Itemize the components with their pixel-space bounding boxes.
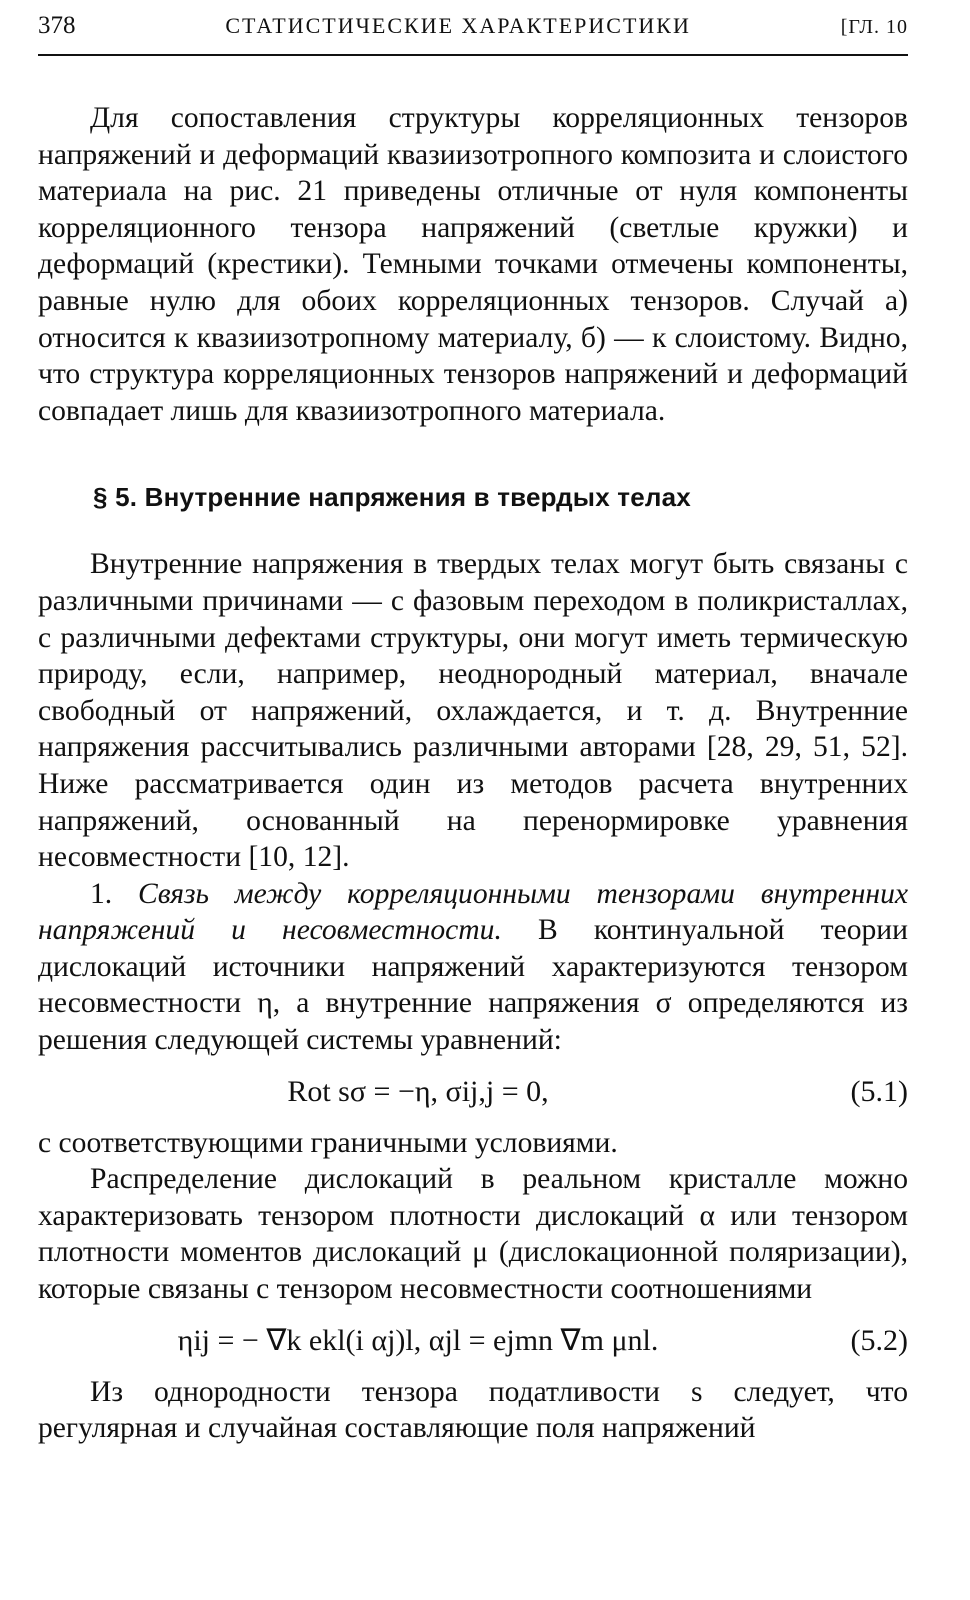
equation-5-2-number: (5.2): [850, 1323, 908, 1357]
equation-5-1-number: (5.1): [850, 1074, 908, 1108]
chapter-label: [ГЛ. 10: [840, 16, 908, 38]
running-title: СТАТИСТИЧЕСКИЕ ХАРАКТЕРИСТИКИ: [225, 13, 691, 38]
paragraph-1: Для сопоставления структуры корреляционных тензоров напряжений и деформаций квазиизотропного композита и слоистого материала на рис. 21 приведены отличные от нуля компоненты корреляционного тензора напряжений (светлые кружки) и деформаций (крестики). Темными точками отмечены компоненты, равные нулю для обоих корреляционных тензоров. Случай а) относится к квазиизотропному материалу, б) — к слоистому. Видно, что структура корреляционных тензоров напряжений и деформаций совпадает лишь для квазиизотропного материала.: [38, 102, 908, 427]
equation-5-2-body: ηij = − ∇k ekl(i αj)l, αjl = ejmn ∇m μnl.: [177, 1324, 659, 1358]
paragraph-3-rest: В континуальной теории дислокаций источники напряжений характеризуются тензором несовместности η, а внутренние напряжения σ определяются из решения следующей системы уравнений:: [38, 914, 908, 1057]
paragraph-3-italic: Связь между корреляционными тензорами внутренних напряжений и несовместности.: [38, 877, 909, 947]
section-title: § 5. Внутренние напряжения в твердых телах: [93, 482, 691, 513]
equation-5-2: [38, 1308, 908, 1374]
equation-5-1: [38, 1059, 908, 1125]
page: [38, 12, 908, 1447]
paragraph-5: Распределение дислокаций в реальном кристалле можно характеризовать тензором плотности дислокаций α или тензором плотности моментов дислокаций μ (дислокационной поляризации), которые связаны с тензором несовместности соотношениями: [38, 1163, 908, 1306]
paragraph-3: [38, 876, 908, 1059]
paragraph-2: Внутренние напряжения в твердых телах могут быть связаны с различными причинами — с фазовым переходом в поликристаллах, с различными дефектами структуры, они могут иметь термическую природу, если, например, неоднородный материал, вначале свободный от напряжений, охлаждается, и т. д. Внутренние напряжения рассчитывались различными авторами [28, 29, 51, 52]. Ниже рассматривается один из методов расчета внутренних напряжений, основанный на перенормировке уравнения несовместности [10, 12].: [38, 548, 908, 874]
running-header: [38, 12, 908, 56]
paragraph-3-lead: 1.: [90, 877, 138, 910]
paragraph-4: с соответствующими граничными условиями.: [38, 1126, 618, 1159]
equation-5-1-body: Rot sσ = −η, σij,j = 0,: [287, 1074, 549, 1108]
paragraph-6: Из однородности тензора податливости s следует, что регулярная и случайная составляющие поля напряжений: [38, 1375, 908, 1445]
page-number: 378: [38, 12, 76, 39]
